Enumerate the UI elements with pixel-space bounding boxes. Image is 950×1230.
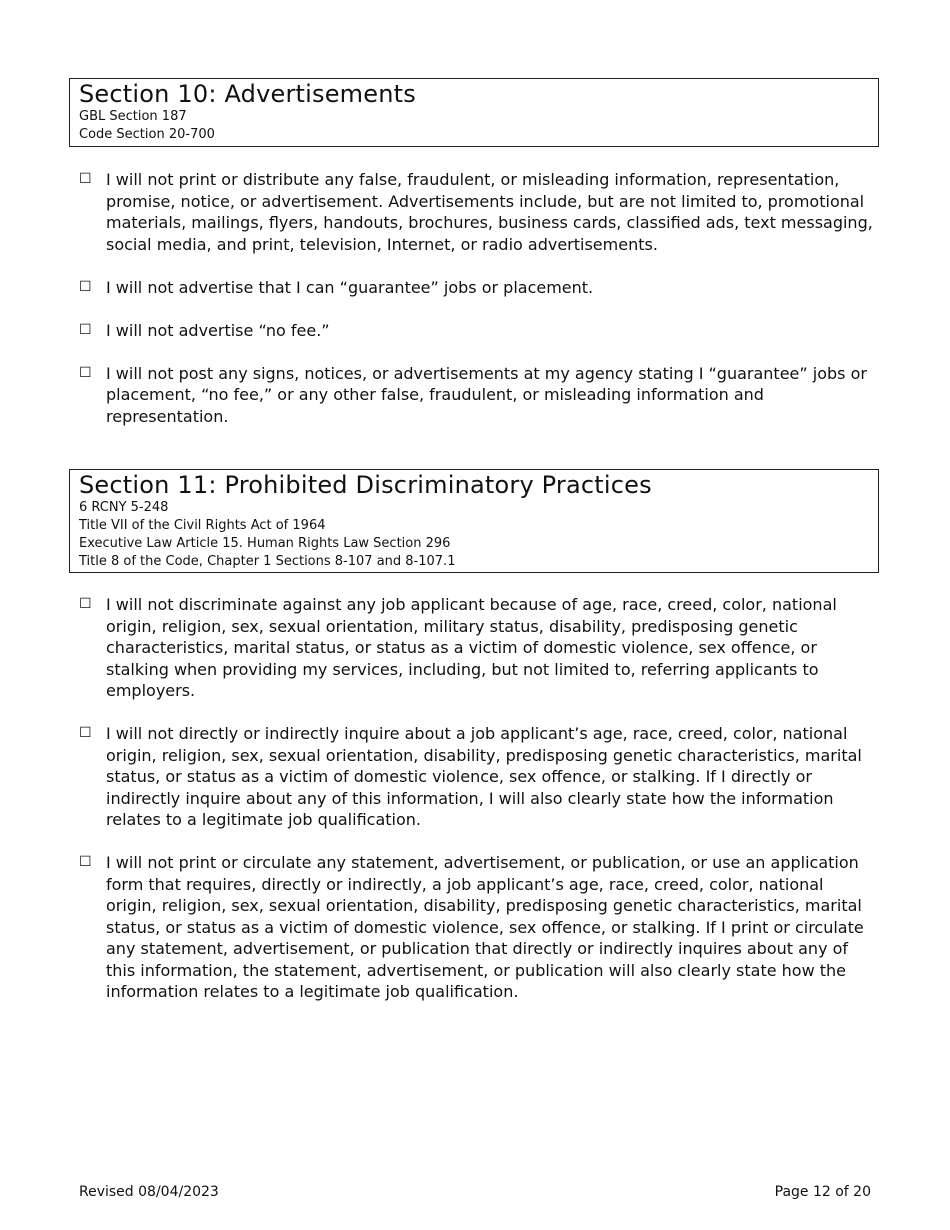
checklist-item-text: I will not discriminate against any job applicant because of age, race, creed, color, national origin, religion, sex, sexual orientation, military status, disability, predisposing genetic characteristics, marital status, or status as a victim of domestic violence, sex offence, or stalking when providing my services, including, but not limited to, referring applicants to employers.	[106, 595, 837, 700]
checklist-item-text: I will not post any signs, notices, or advertisements at my agency stating I “guarantee” jobs or placement, “no fee,” or any other false, fraudulent, or misleading information and representation.	[106, 363, 867, 426]
section-10-title: Section 10: Advertisements	[79, 80, 416, 108]
section-11-title: Section 11: Prohibited Discriminatory Practices	[79, 471, 652, 499]
checklist-item	[79, 277, 879, 299]
section-11-ref-title-8: Title 8 of the Code, Chapter 1 Sections 8-107 and 8-107.1	[79, 554, 456, 569]
section-10-ref-gbl: GBL Section 187	[79, 109, 187, 124]
checkbox[interactable]: ☐	[79, 321, 92, 338]
section-10-header	[69, 78, 879, 147]
section-11-ref-civil-rights: Title VII of the Civil Rights Act of 1964	[79, 518, 326, 533]
checkbox[interactable]: ☐	[79, 171, 92, 187]
section-10-checklist	[79, 169, 879, 427]
checkbox[interactable]: ☐	[79, 596, 92, 612]
checklist-item-text: I will not directly or indirectly inquire about a job applicant’s age, race, creed, color, national origin, religion, sex, sexual orientation, disability, predisposing genetic characteristics, marital status, or status as a victim of domestic violence, sex offence, or stalking. If I directly or indirectly inquire about any of this information, I will also clearly state how the information relates to a legitimate job qualification.	[106, 724, 862, 829]
checklist-item	[79, 723, 879, 831]
checklist-item-text: I will not advertise that I can “guarantee” jobs or placement.	[106, 277, 594, 297]
checklist-item-text: I will not print or distribute any false, fraudulent, or misleading information, representation, promise, notice, or advertisement. Advertisements include, but are not limited to, promotional materials, mailings, flyers, handouts, brochures, business cards, classified ads, text messaging, social media, and print, television, Internet, or radio advertisements.	[106, 170, 873, 254]
section-11-checklist	[79, 594, 879, 1003]
checklist-item	[79, 594, 879, 702]
page-number: Page 12 of 20	[774, 1184, 871, 1200]
section-11-ref-executive-law: Executive Law Article 15. Human Rights Law Section 296	[79, 536, 451, 551]
checkbox[interactable]: ☐	[79, 725, 92, 741]
checklist-item	[79, 363, 879, 428]
checkbox[interactable]: ☐	[79, 364, 92, 381]
checklist-item	[79, 320, 879, 342]
checklist-item-text: I will not advertise “no fee.”	[106, 320, 330, 340]
checkbox[interactable]: ☐	[79, 854, 92, 870]
checklist-item	[79, 169, 879, 255]
checklist-item	[79, 852, 879, 1003]
section-11-ref-rcny: 6 RCNY 5-248	[79, 500, 169, 515]
revised-date: Revised 08/04/2023	[79, 1184, 219, 1200]
section-11-header	[69, 469, 879, 573]
section-10-ref-code: Code Section 20-700	[79, 127, 215, 142]
checklist-item-text: I will not print or circulate any statement, advertisement, or publication, or use an application form that requires, directly or indirectly, a job applicant’s age, race, creed, color, national origin, religion, sex, sexual orientation, disability, predisposing genetic characteristics, marital status, or status as a victim of domestic violence, sex offence, or stalking. If I print or circulate any statement, advertisement, or publication that directly or indirectly inquires about any of this information, the statement, advertisement, or publication will also clearly state how the information relates to a legitimate job qualification.	[106, 853, 864, 1001]
checkbox[interactable]: ☐	[79, 278, 92, 295]
